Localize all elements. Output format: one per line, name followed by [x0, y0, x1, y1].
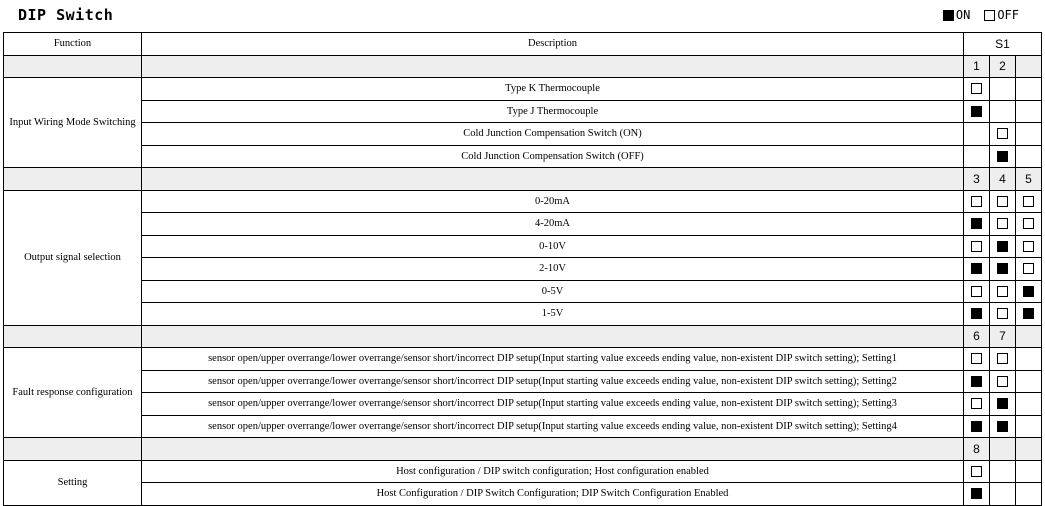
switch-cell: [1016, 258, 1042, 281]
switch-cell: [1016, 303, 1042, 326]
switch-off-icon: [971, 398, 982, 409]
switch-cell: [990, 258, 1016, 281]
option-row: [4, 190, 1042, 213]
description-cell: Cold Junction Compensation Switch (OFF): [142, 145, 964, 168]
function-cell: Output signal selection: [4, 190, 142, 325]
page-title: DIP Switch: [18, 6, 114, 24]
switch-cell: [1016, 145, 1042, 168]
description-cell: 1-5V: [142, 303, 964, 326]
switch-cell: [990, 100, 1016, 123]
dip-switch-table: [3, 32, 1042, 506]
switch-off-icon: [997, 308, 1008, 319]
switch-cell: [964, 258, 990, 281]
description-cell: Type K Thermocouple: [142, 78, 964, 101]
switch-off-icon: [1023, 241, 1034, 252]
description-cell: 0-10V: [142, 235, 964, 258]
switch-off-icon: [1023, 263, 1034, 274]
switch-number: 4: [990, 168, 1016, 191]
switch-cell: [964, 235, 990, 258]
option-row: [4, 303, 1042, 326]
switch-on-icon: [997, 263, 1008, 274]
switch-cell: [1016, 393, 1042, 416]
switch-cell: [964, 393, 990, 416]
switch-cell: [990, 235, 1016, 258]
switch-on-icon: [997, 398, 1008, 409]
legend-off-label: OFF: [997, 8, 1019, 22]
switch-cell: [1016, 100, 1042, 123]
switch-number: [1016, 55, 1042, 78]
page-header: [0, 0, 1045, 32]
description-cell: Cold Junction Compensation Switch (ON): [142, 123, 964, 146]
switch-cell: [964, 280, 990, 303]
switch-cell: [964, 100, 990, 123]
switch-off-icon: [971, 353, 982, 364]
switch-off-icon: [997, 353, 1008, 364]
option-row: [4, 145, 1042, 168]
switch-cell: [1016, 213, 1042, 236]
option-row: [4, 213, 1042, 236]
function-cell: Input Wiring Mode Switching: [4, 78, 142, 168]
description-cell: 0-5V: [142, 280, 964, 303]
switch-on-icon: [971, 106, 982, 117]
switch-cell: [990, 393, 1016, 416]
switch-off-icon: [971, 241, 982, 252]
switch-on-icon: [971, 488, 982, 499]
switch-on-icon: [971, 218, 982, 229]
function-cell: Setting: [4, 460, 142, 505]
switch-off-icon: [971, 466, 982, 477]
legend-on-label: ON: [955, 8, 971, 22]
switch-on-icon: [971, 263, 982, 274]
switch-cell: [1016, 78, 1042, 101]
switch-cell: [1016, 415, 1042, 438]
option-row: [4, 460, 1042, 483]
option-row: [4, 78, 1042, 101]
switch-cell: [964, 78, 990, 101]
switch-on-icon: [1023, 308, 1034, 319]
switch-group-header: S1: [964, 33, 1042, 56]
switch-number: 3: [964, 168, 990, 191]
option-row: [4, 100, 1042, 123]
description-cell: Host Configuration / DIP Switch Configuration; DIP Switch Configuration Enabled: [142, 483, 964, 506]
description-cell: sensor open/upper overrange/lower overrange/sensor short/incorrect DIP setup(Input starting value exceeds ending value, non-existent DIP switch setting); Setting2: [142, 370, 964, 393]
switch-on-icon: [971, 376, 982, 387]
switch-off-icon: [997, 128, 1008, 139]
switch-cell: [990, 190, 1016, 213]
function-header: Function: [4, 33, 142, 56]
option-row: [4, 258, 1042, 281]
switch-off-icon: [997, 196, 1008, 207]
blank-cell: [4, 55, 142, 78]
switch-off-icon: [997, 376, 1008, 387]
switch-cell: [1016, 123, 1042, 146]
blank-cell: [142, 325, 964, 348]
option-row: [4, 393, 1042, 416]
blank-cell: [4, 438, 142, 461]
switch-on-icon: [997, 151, 1008, 162]
switch-cell: [1016, 235, 1042, 258]
description-cell: sensor open/upper overrange/lower overrange/sensor short/incorrect DIP setup(Input starting value exceeds ending value, non-existent DIP switch setting); Setting1: [142, 348, 964, 371]
blank-cell: [4, 325, 142, 348]
option-row: [4, 235, 1042, 258]
description-cell: Host configuration / DIP switch configuration; Host configuration enabled: [142, 460, 964, 483]
switch-number-row: [4, 168, 1042, 191]
description-cell: sensor open/upper overrange/lower overrange/sensor short/incorrect DIP setup(Input starting value exceeds ending value, non-existent DIP switch setting); Setting4: [142, 415, 964, 438]
blank-cell: [142, 168, 964, 191]
switch-number: 2: [990, 55, 1016, 78]
blank-cell: [4, 168, 142, 191]
description-cell: 4-20mA: [142, 213, 964, 236]
description-cell: Type J Thermocouple: [142, 100, 964, 123]
switch-cell: [964, 190, 990, 213]
switch-cell: [990, 415, 1016, 438]
function-cell: Fault response configuration: [4, 348, 142, 438]
legend-on: [943, 8, 970, 22]
switch-cell: [990, 370, 1016, 393]
switch-off-icon: [1023, 218, 1034, 229]
option-row: [4, 348, 1042, 371]
switch-on-icon: [971, 308, 982, 319]
option-row: [4, 280, 1042, 303]
switch-cell: [964, 348, 990, 371]
switch-cell: [964, 303, 990, 326]
description-cell: 2-10V: [142, 258, 964, 281]
switch-number: 5: [1016, 168, 1042, 191]
switch-number-row: [4, 438, 1042, 461]
switch-off-icon: [997, 218, 1008, 229]
switch-off-icon: [971, 286, 982, 297]
switch-cell: [1016, 190, 1042, 213]
switch-cell: [1016, 483, 1042, 506]
switch-cell: [990, 483, 1016, 506]
blank-cell: [142, 55, 964, 78]
blank-cell: [142, 438, 964, 461]
description-cell: sensor open/upper overrange/lower overrange/sensor short/incorrect DIP setup(Input starting value exceeds ending value, non-existent DIP switch setting); Setting3: [142, 393, 964, 416]
switch-cell: [990, 348, 1016, 371]
switch-on-icon: [1023, 286, 1034, 297]
filled-square-icon: [943, 10, 954, 21]
switch-cell: [990, 213, 1016, 236]
switch-off-icon: [1023, 196, 1034, 207]
switch-cell: [964, 370, 990, 393]
switch-cell: [990, 303, 1016, 326]
switch-number: [1016, 438, 1042, 461]
legend: [929, 8, 1019, 22]
switch-cell: [1016, 370, 1042, 393]
description-cell: 0-20mA: [142, 190, 964, 213]
switch-off-icon: [997, 286, 1008, 297]
switch-number-row: [4, 325, 1042, 348]
switch-number: [1016, 325, 1042, 348]
switch-on-icon: [971, 421, 982, 432]
switch-cell: [964, 415, 990, 438]
switch-cell: [964, 483, 990, 506]
switch-cell: [964, 123, 990, 146]
switch-number-row: [4, 55, 1042, 78]
description-header: Description: [142, 33, 964, 56]
switch-cell: [990, 460, 1016, 483]
switch-on-icon: [997, 241, 1008, 252]
switch-number: 7: [990, 325, 1016, 348]
switch-cell: [1016, 460, 1042, 483]
empty-square-icon: [984, 10, 995, 21]
option-row: [4, 123, 1042, 146]
switch-cell: [990, 123, 1016, 146]
option-row: [4, 415, 1042, 438]
switch-cell: [964, 460, 990, 483]
switch-on-icon: [997, 421, 1008, 432]
legend-off: [984, 8, 1019, 22]
switch-cell: [990, 280, 1016, 303]
switch-cell: [1016, 348, 1042, 371]
option-row: [4, 483, 1042, 506]
switch-cell: [964, 145, 990, 168]
switch-off-icon: [971, 83, 982, 94]
switch-cell: [1016, 280, 1042, 303]
option-row: [4, 370, 1042, 393]
switch-number: 1: [964, 55, 990, 78]
switch-cell: [990, 78, 1016, 101]
switch-off-icon: [971, 196, 982, 207]
switch-cell: [964, 213, 990, 236]
switch-cell: [990, 145, 1016, 168]
switch-number: 6: [964, 325, 990, 348]
switch-number: 8: [964, 438, 990, 461]
switch-number: [990, 438, 1016, 461]
header-row: [4, 33, 1042, 56]
